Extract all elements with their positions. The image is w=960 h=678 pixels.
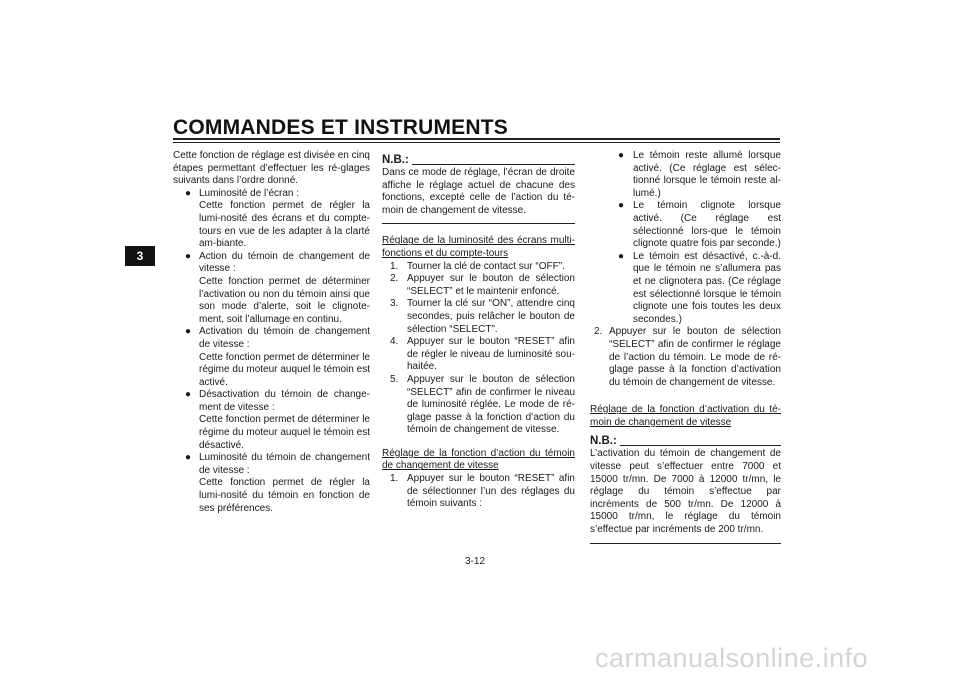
note-heading [590, 435, 781, 448]
note-label: N.B.: [382, 154, 409, 166]
bullet-desc: Cette fonction permet de déterminer l’activation ou non du témoin ainsi que son mode d’alerte, soit le clignote-ment, soit l’allumage en continu. [199, 275, 370, 325]
chapter-tab: 3 [125, 246, 155, 266]
page-title: COMMANDES ET INSTRUMENTS [173, 116, 508, 139]
bullet-desc: Cette fonction permet de régler la lumi-nosité du témoin en fonction de ses préférences. [199, 477, 370, 514]
title-rule-thin [173, 142, 780, 143]
note-text: L’activation du témoin de changement de vitesse peut s’effectuer entre 7000 et 15000 tr/mn. De 7000 à 12000 tr/mn, le réglage du témoin s’effectue par incréments de 500 tr/mn. De 12000 à 15000 tr/mn, le réglage du témoin s’effectue par incréments de 200 tr/mn. [590, 448, 781, 536]
section-title: Réglage de la luminosité des écrans multi-fonctions et du compte-tours [382, 235, 575, 259]
list-item [590, 150, 781, 200]
step-number: 1. [390, 473, 399, 485]
step-text: Tourner la clé de contact sur “OFF”. [407, 260, 565, 272]
bullet-icon: ● [185, 389, 192, 401]
step-text: Appuyer sur le bouton de sélection “SELECT” afin de confirmer le niveau de luminosité réglée. Le mode de ré-glage passe à la fonction d’action du témoin de changement de vitesse. [407, 373, 575, 436]
list-item [173, 251, 370, 327]
bullet-title: Désactivation du témoin de change-ment de vitesse : [199, 389, 370, 413]
list-item [173, 389, 370, 452]
list-item [173, 188, 370, 251]
section-title: Réglage de la fonction d’activation du té-moin de changement de vitesse [590, 404, 781, 428]
bullet-title: Activation du témoin de changement de vitesse : [199, 326, 370, 350]
option-text: Le témoin est désactivé, c.-à-d. que le témoin ne s’allumera pas et ne clignotera pas. (Ce réglage est sélectionné lorsque le témoin clignote une fois toutes les deux secondes.) [633, 250, 781, 325]
step-number: 1. [390, 260, 399, 272]
bullet-icon: ● [185, 326, 192, 338]
step-text: Tourner la clé sur “ON”, attendre cinq secondes, puis relâcher le bouton de sélection “SELECT”. [407, 298, 575, 335]
bullet-icon: ● [185, 187, 192, 199]
watermark[interactable]: carmanualsonline.info [595, 643, 869, 673]
bullet-desc: Cette fonction permet de régler la lumi-nosité des écrans et du compte-tours en vue de les adapter à la clarté am-biante. [199, 200, 370, 250]
note-rule [412, 164, 575, 165]
step-number: 3. [390, 298, 399, 310]
step-text: Appuyer sur le bouton de sélection “SELECT” afin de confirmer le réglage de l’action du témoin. Le mode de ré-glage passe à la fonction d’activation du témoin de changement de vitesse. [609, 326, 781, 388]
bullet-icon: ● [618, 150, 625, 161]
step-number: 2. [594, 326, 603, 338]
step-item [382, 473, 575, 511]
step-item [382, 261, 575, 274]
title-rule [173, 138, 780, 140]
bullet-icon: ● [185, 250, 192, 262]
step-item [382, 374, 575, 437]
step-item [590, 326, 781, 389]
step-item [382, 298, 575, 336]
note-heading [382, 154, 575, 167]
bullet-title: Luminosité de l’écran : [199, 187, 300, 199]
bullet-title: Luminosité du témoin de changement de vitesse : [199, 452, 370, 476]
list-item [173, 452, 370, 515]
note-end-rule [382, 223, 575, 224]
step-item [382, 336, 575, 374]
bullet-icon: ● [618, 200, 625, 212]
note-label: N.B.: [590, 435, 617, 448]
option-text: Le témoin clignote lorsque activé. (Ce réglage est sélectionné lors-que le témoin clignote quatre fois par seconde.) [633, 200, 781, 250]
bullet-icon: ● [618, 250, 625, 262]
bullet-desc: Cette fonction permet de déterminer le régime du moteur auquel le témoin est activé. [199, 351, 370, 388]
step-text: Appuyer sur le bouton “RESET” afin de sélectionner l’un des réglages du témoin suivants : [407, 473, 575, 510]
bullet-desc: Cette fonction permet de déterminer le régime du moteur auquel le témoin est désactivé. [199, 414, 370, 451]
list-item [590, 251, 781, 327]
column-right [590, 150, 781, 544]
list-item [590, 200, 781, 250]
note-text: Dans ce mode de réglage, l’écran de droite affiche le réglage actuel de chacune des fonctions, excepté celle de l’action du té-moin de changement de vitesse. [382, 167, 575, 216]
note-end-rule [590, 543, 781, 544]
column-middle [382, 150, 575, 511]
note-rule [620, 445, 781, 446]
step-text: Appuyer sur le bouton de sélection “SELECT” et le maintenir enfoncé. [407, 273, 575, 297]
bullet-title: Action du témoin de changement de vitesse : [199, 250, 370, 275]
step-number: 4. [390, 336, 399, 348]
column-left [173, 150, 370, 515]
step-number: 5. [390, 373, 399, 385]
bullet-icon: ● [185, 452, 192, 464]
option-text: Le témoin reste allumé lorsque activé. (Ce réglage est sélec-tionné lorsque le témoin reste al-lumé.) [633, 150, 781, 199]
step-item [382, 273, 575, 298]
page-number: 3-12 [465, 556, 486, 567]
step-number: 2. [390, 273, 399, 285]
intro-paragraph: Cette fonction de réglage est divisée en cinq étapes permettant d’effectuer les ré-glages suivants dans l’ordre donné. [173, 150, 370, 187]
section-title: Réglage de la fonction d’action du témoin de changement de vitesse [382, 447, 575, 472]
list-item [173, 326, 370, 389]
step-text: Appuyer sur le bouton “RESET” afin de régler le niveau de luminosité sou-haitée. [407, 336, 575, 373]
